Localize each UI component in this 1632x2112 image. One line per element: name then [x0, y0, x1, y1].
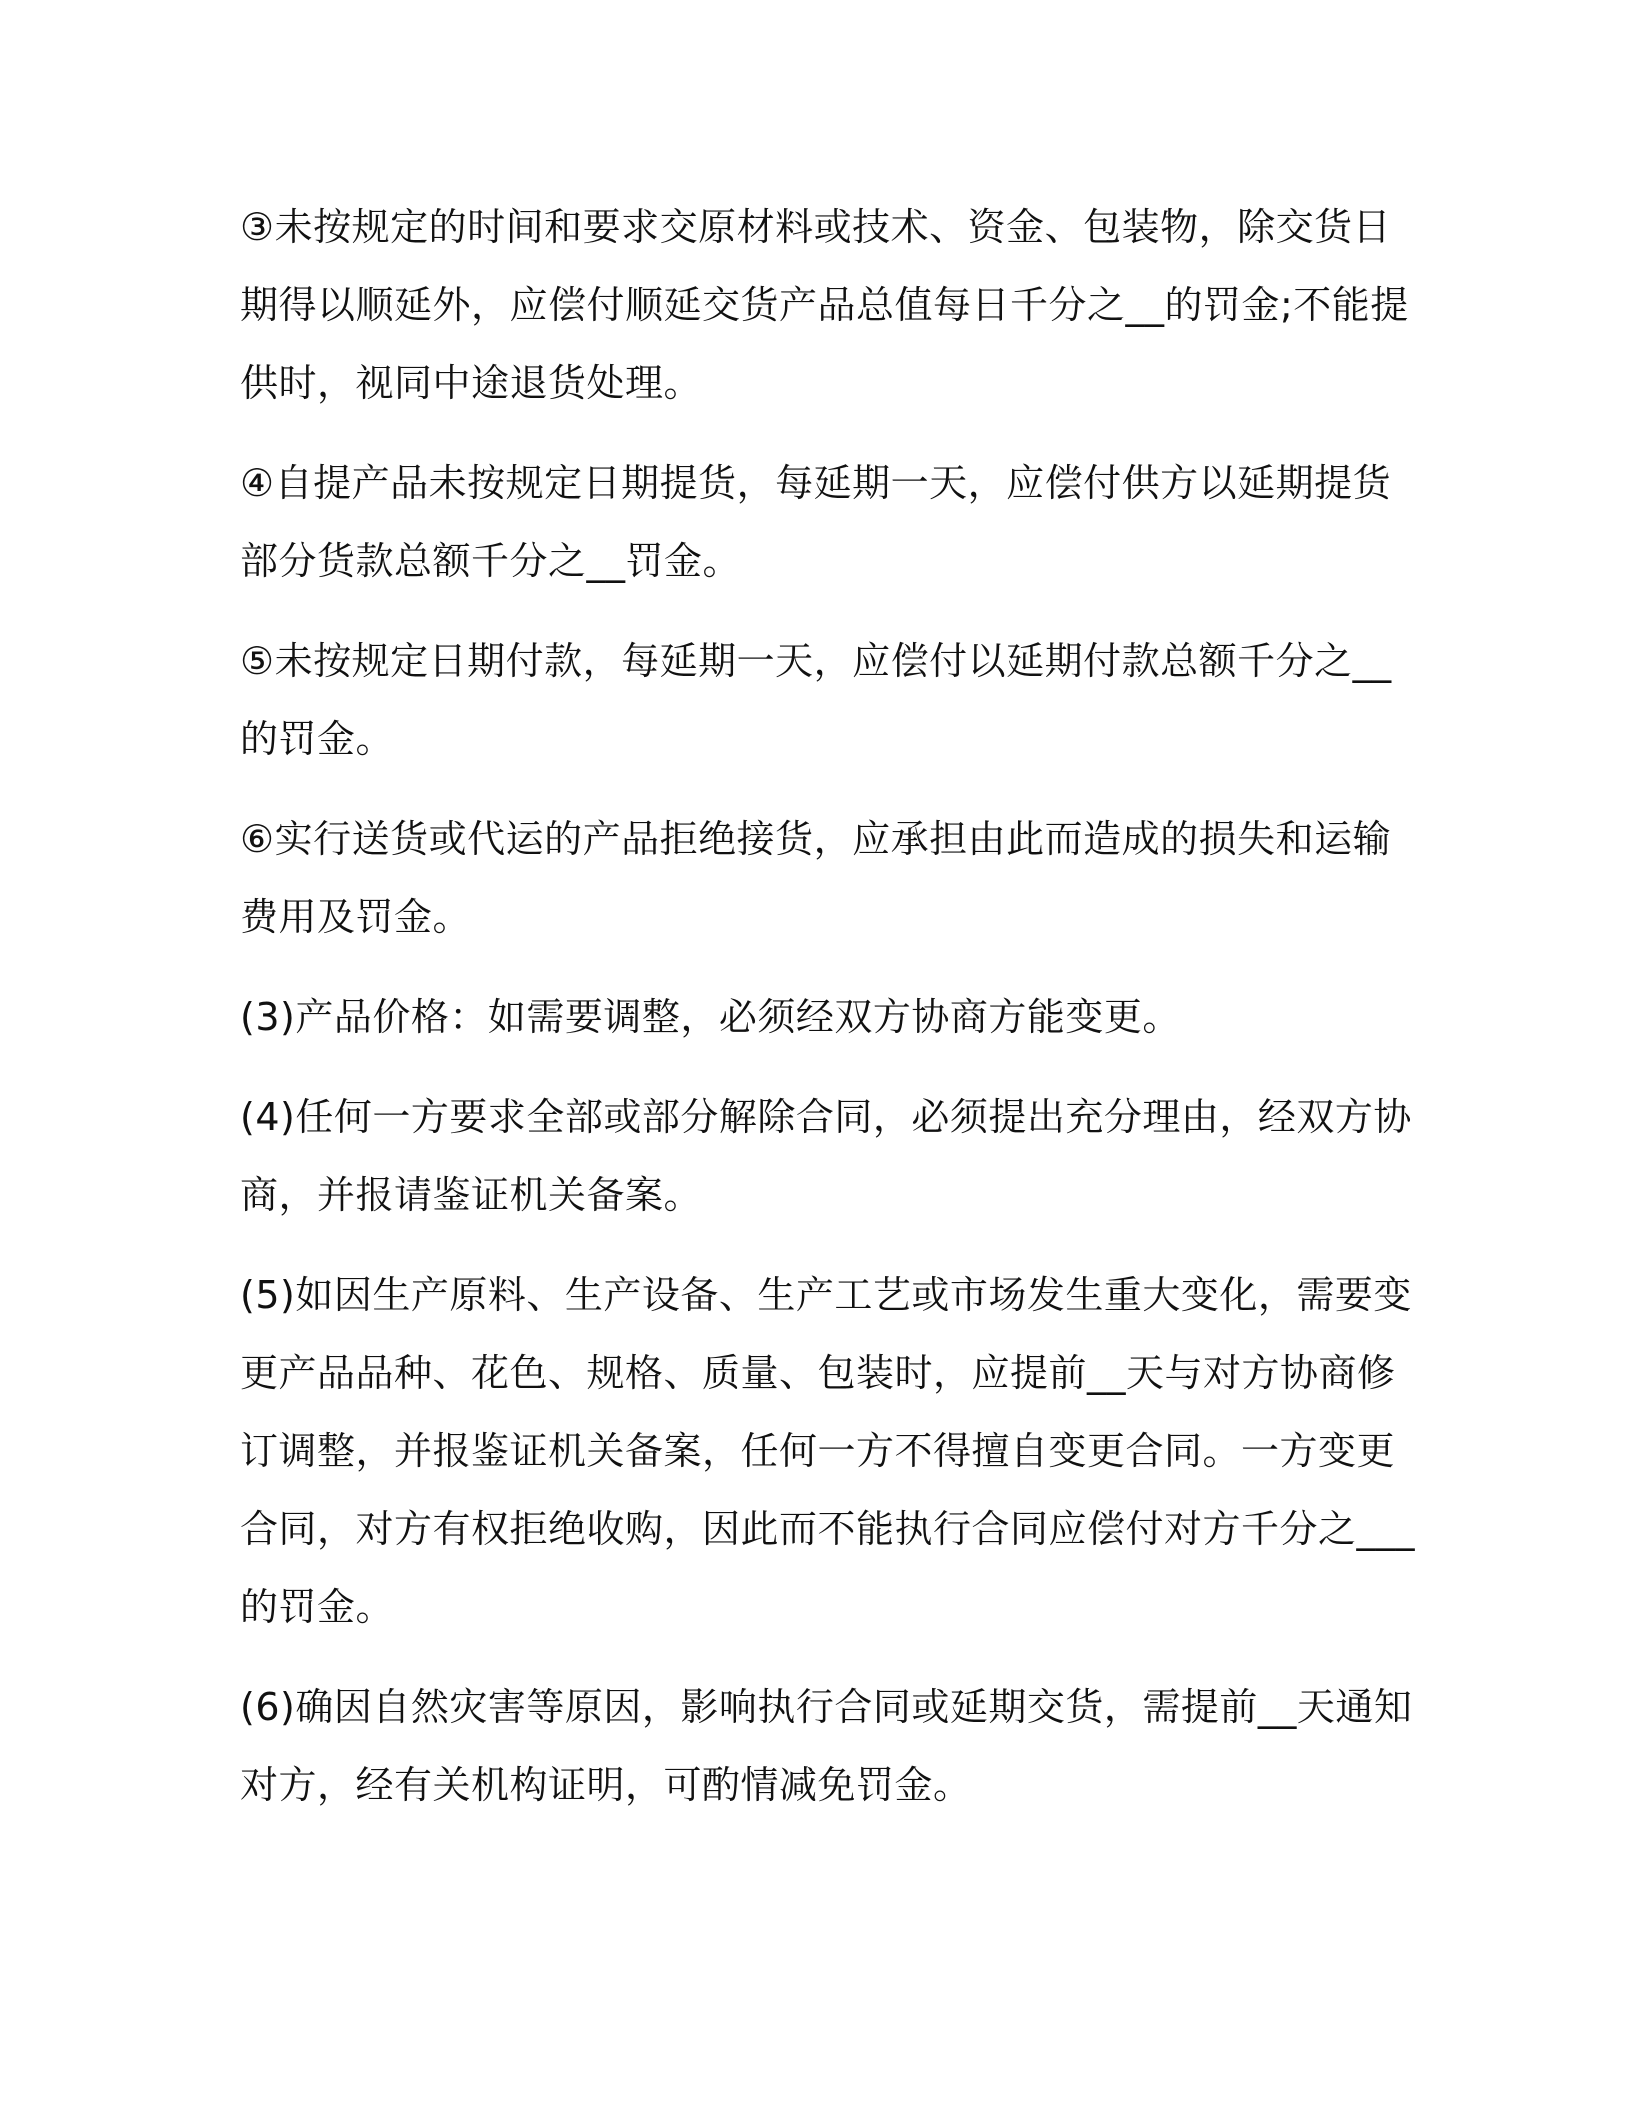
text-line: ⑤未按规定日期付款，每延期一天，应偿付以延期付款总额千分之__	[240, 639, 1392, 683]
text-line: 的罚金。	[240, 717, 395, 761]
section-5-contract-change	[240, 1256, 1416, 1646]
section-4-contract-termination	[240, 1078, 1412, 1234]
clause-4-self-pickup	[240, 444, 1390, 600]
text-line: 供时，视同中途退货处理。	[240, 361, 703, 405]
text-line: ④自提产品未按规定日期提货，每延期一天，应偿付供方以延期提货	[240, 461, 1392, 505]
text-line: 商，并报请鉴证机关备案。	[240, 1173, 703, 1217]
text-line: (6)确因自然灾害等原因，影响执行合同或延期交货，需提前__天通知	[240, 1685, 1413, 1729]
text-line: ⑥实行送货或代运的产品拒绝接货，应承担由此而造成的损失和运输	[240, 817, 1392, 861]
clause-6-refuse-delivery	[240, 800, 1390, 956]
text-line: (4)任何一方要求全部或部分解除合同，必须提出充分理由，经双方协	[240, 1095, 1412, 1139]
text-line: (3)产品价格：如需要调整，必须经双方协商方能变更。	[240, 995, 1181, 1039]
text-line: (5)如因生产原料、生产设备、生产工艺或市场发生重大变化，需要变	[240, 1273, 1412, 1317]
text-line: 费用及罚金。	[240, 895, 472, 939]
text-line: 订调整，并报鉴证机关备案，任何一方不得擅自变更合同。一方变更	[240, 1429, 1396, 1473]
text-line: 对方，经有关机构证明，可酌情减免罚金。	[240, 1763, 972, 1807]
text-line: 的罚金。	[240, 1585, 395, 1629]
clause-5-late-payment	[240, 622, 1390, 778]
text-line: 期得以顺延外，应偿付顺延交货产品总值每日千分之__的罚金;不能提	[240, 283, 1409, 327]
clause-3-raw-materials	[240, 188, 1409, 422]
document-body	[240, 188, 1416, 1846]
section-3-product-price	[240, 978, 1390, 1056]
text-line: 合同，对方有权拒绝收购，因此而不能执行合同应偿付对方千分之___	[240, 1507, 1416, 1551]
section-6-force-majeure	[240, 1668, 1413, 1824]
text-line: ③未按规定的时间和要求交原材料或技术、资金、包装物，除交货日	[240, 205, 1392, 249]
text-line: 更产品品种、花色、规格、质量、包装时，应提前__天与对方协商修	[240, 1351, 1396, 1395]
text-line: 部分货款总额千分之__罚金。	[240, 539, 742, 583]
